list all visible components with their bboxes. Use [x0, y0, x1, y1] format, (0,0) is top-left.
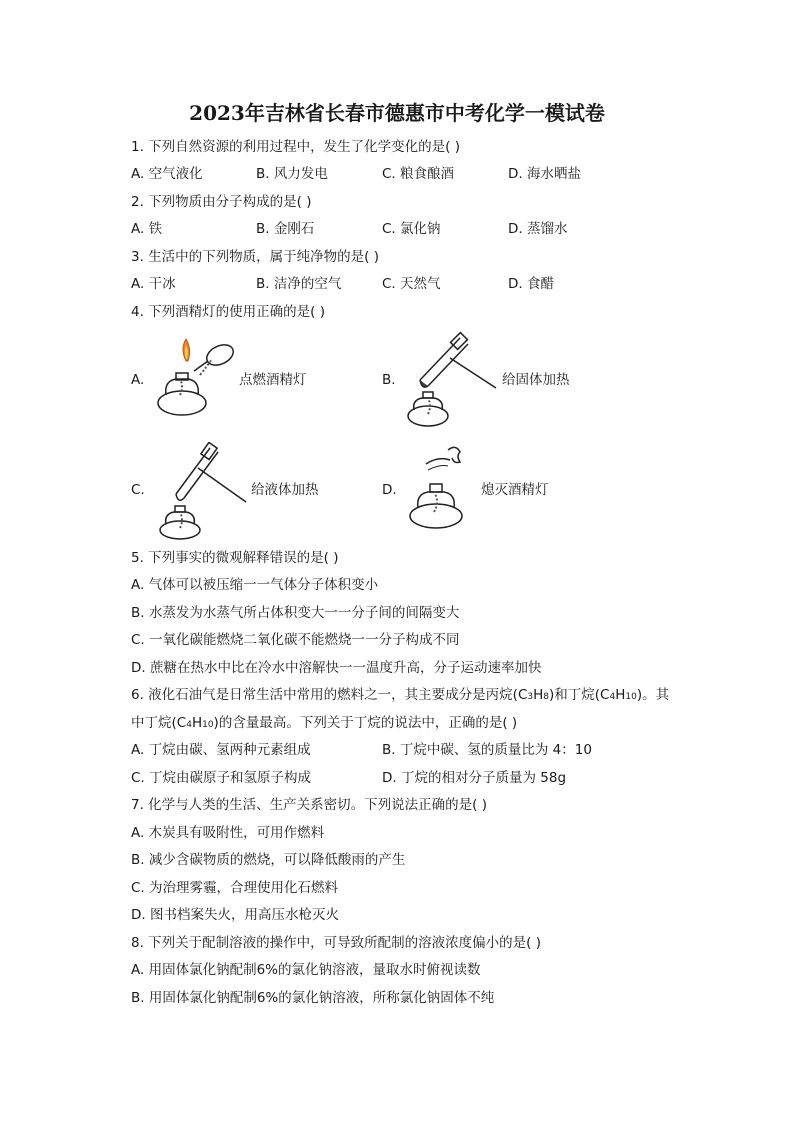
- q3-option-b: B. 洁净的空气: [256, 276, 342, 292]
- q4-option-c-label: 给液体加热: [251, 482, 319, 498]
- q4-option-a-letter: A.: [131, 372, 145, 388]
- q6-option-b: B. 丁烷中碳、氢的质量比为 4：10: [382, 742, 592, 758]
- q8-option-b: B. 用固体氯化钠配制6%的氯化钠溶液，所称氯化钠固体不纯: [131, 990, 495, 1006]
- q1-option-b: B. 风力发电: [256, 166, 328, 182]
- lamp-lighting-figure: [150, 335, 240, 425]
- q3-option-c: C. 天然气: [382, 276, 441, 292]
- question-5-stem: 5. 下列事实的微观解释错误的是( ): [131, 550, 339, 566]
- q4-option-a-label: 点燃酒精灯: [239, 372, 307, 388]
- q4-option-b-label: 给固体加热: [502, 372, 570, 388]
- q4-option-c-letter: C.: [131, 482, 145, 498]
- q6-option-c: C. 丁烷由碳原子和氢原子构成: [131, 770, 312, 786]
- extinguishing-lamp-figure: [404, 442, 474, 534]
- q7-option-c: C. 为治理雾霾，合理使用化石燃料: [131, 880, 339, 896]
- q5-option-c: C. 一氧化碳能燃烧二氧化碳不能燃烧一一分子构成不同: [131, 632, 460, 648]
- q8-option-a: A. 用固体氯化钠配制6%的氯化钠溶液，量取水时俯视读数: [131, 962, 481, 978]
- q7-option-a: A. 木炭具有吸附性，可用作燃料: [131, 825, 325, 841]
- page-title: 2023年吉林省长春市德惠市中考化学一模试卷: [189, 101, 605, 125]
- q2-option-a: A. 铁: [131, 221, 163, 237]
- question-3-stem: 3. 生活中的下列物质，属于纯净物的是( ): [131, 249, 379, 265]
- q3-option-a: A. 干冰: [131, 276, 176, 292]
- q5-option-b: B. 水蒸发为水蒸气所占体积变大一一分子间的间隔变大: [131, 605, 460, 621]
- q1-option-a: A. 空气液化: [131, 166, 203, 182]
- question-1-stem: 1. 下列自然资源的利用过程中，发生了化学变化的是( ): [131, 139, 460, 155]
- question-2-stem: 2. 下列物质由分子构成的是( ): [131, 194, 312, 210]
- q4-option-b-letter: B.: [382, 372, 396, 388]
- q6-option-a: A. 丁烷由碳、氢两种元素组成: [131, 742, 311, 758]
- q7-option-d: D. 图书档案失火，用高压水枪灭火: [131, 907, 339, 923]
- q4-option-d-label: 熄灭酒精灯: [481, 482, 549, 498]
- question-7-stem: 7. 化学与人类的生活、生产关系密切。下列说法正确的是( ): [131, 797, 487, 813]
- q6-option-d: D. 丁烷的相对分子质量为 58g: [382, 770, 567, 786]
- q2-option-d: D. 蒸馏水: [508, 221, 568, 237]
- question-4-stem: 4. 下列酒精灯的使用正确的是( ): [131, 304, 325, 320]
- q5-option-d: D. 蔗糖在热水中比在冷水中溶解快一一温度升高，分子运动速率加快: [131, 660, 542, 676]
- q1-option-c: C. 粮食酿酒: [382, 166, 455, 182]
- q2-option-c: C. 氯化钠: [382, 221, 441, 237]
- heating-liquid-figure: [148, 442, 248, 542]
- q3-option-d: D. 食醋: [508, 276, 554, 292]
- question-8-stem: 8. 下列关于配制溶液的操作中，可导致所配制的溶液浓度偏小的是( ): [131, 935, 541, 951]
- heating-solid-figure: [400, 330, 500, 430]
- question-6-stem-line-1: 6. 液化石油气是日常生活中常用的燃料之一，其主要成分是丙烷(C3H8)和丁烷(C4H10)。其: [131, 687, 670, 703]
- q7-option-b: B. 减少含碳物质的燃烧，可以降低酸雨的产生: [131, 852, 406, 868]
- question-6-stem-line-2: 中丁烷(C4H10)的含量最高。下列关于丁烷的说法中，正确的是( ): [131, 715, 518, 731]
- q2-option-b: B. 金刚石: [256, 221, 315, 237]
- q4-option-d-letter: D.: [382, 482, 397, 498]
- q1-option-d: D. 海水晒盐: [508, 166, 581, 182]
- q5-option-a: A. 气体可以被压缩一一气体分子体积变小: [131, 577, 379, 593]
